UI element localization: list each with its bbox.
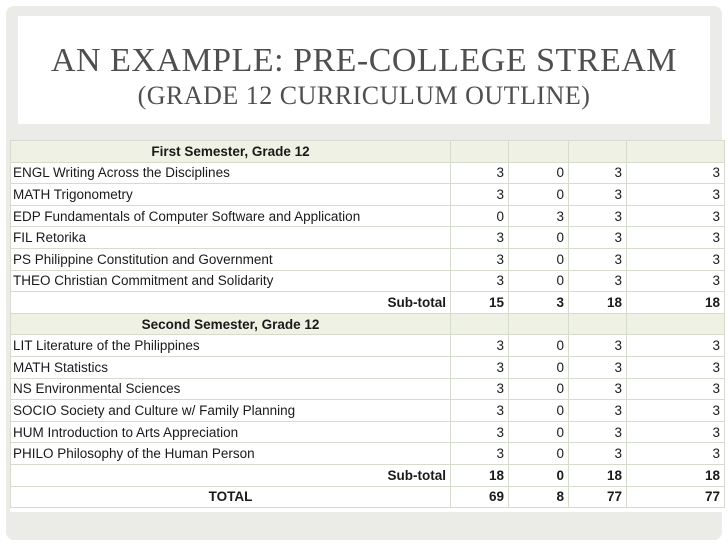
subject-name: EDP Fundamentals of Computer Software and Application bbox=[11, 205, 451, 227]
subtotal-value: 18 bbox=[569, 292, 627, 314]
subject-value: 3 bbox=[451, 248, 509, 270]
subject-name: LIT Literature of the Philippines bbox=[11, 335, 451, 357]
subject-value: 3 bbox=[627, 162, 725, 184]
subject-value: 3 bbox=[451, 443, 509, 465]
curriculum-table bbox=[10, 140, 725, 508]
table-row bbox=[11, 356, 725, 378]
subject-name: HUM Introduction to Arts Appreciation bbox=[11, 421, 451, 443]
subject-value: 3 bbox=[451, 335, 509, 357]
subject-value: 3 bbox=[569, 248, 627, 270]
subject-name: PS Philippine Constitution and Government bbox=[11, 248, 451, 270]
subject-value: 3 bbox=[627, 378, 725, 400]
table-row bbox=[11, 421, 725, 443]
subject-value: 3 bbox=[569, 378, 627, 400]
subtotal-value: 18 bbox=[627, 464, 725, 486]
subject-value: 3 bbox=[569, 205, 627, 227]
subject-value: 3 bbox=[569, 162, 627, 184]
subject-value: 3 bbox=[627, 270, 725, 292]
subtotal-value: 3 bbox=[509, 292, 569, 314]
subject-name: MATH Statistics bbox=[11, 356, 451, 378]
subject-value: 0 bbox=[509, 270, 569, 292]
subtotal-value: 0 bbox=[509, 464, 569, 486]
subject-value: 0 bbox=[451, 205, 509, 227]
subject-name: MATH Trigonometry bbox=[11, 184, 451, 206]
semester-header: Second Semester, Grade 12 bbox=[11, 313, 451, 335]
subject-value: 3 bbox=[451, 400, 509, 422]
semester-header: First Semester, Grade 12 bbox=[11, 141, 451, 163]
subject-value: 0 bbox=[509, 421, 569, 443]
total-value: 8 bbox=[509, 486, 569, 508]
subject-value: 3 bbox=[451, 270, 509, 292]
subject-name: PHILO Philosophy of the Human Person bbox=[11, 443, 451, 465]
slide-title: AN EXAMPLE: PRE-COLLEGE STREAM bbox=[50, 42, 678, 79]
semester-header-blank bbox=[569, 313, 627, 335]
total-value: 77 bbox=[569, 486, 627, 508]
slide-subtitle: (GRADE 12 CURRICULUM OUTLINE) bbox=[137, 81, 591, 110]
subject-value: 0 bbox=[509, 335, 569, 357]
table-row bbox=[11, 270, 725, 292]
semester-header-blank bbox=[509, 141, 569, 163]
subject-value: 0 bbox=[509, 356, 569, 378]
semester-header-blank bbox=[569, 141, 627, 163]
subtotal-value: 18 bbox=[627, 292, 725, 314]
total-value: 77 bbox=[627, 486, 725, 508]
semester-header-blank bbox=[509, 313, 569, 335]
subject-value: 3 bbox=[627, 335, 725, 357]
subject-value: 3 bbox=[451, 421, 509, 443]
table-row bbox=[11, 378, 725, 400]
table-row bbox=[11, 335, 725, 357]
table-row bbox=[11, 400, 725, 422]
semester-header-blank bbox=[627, 313, 725, 335]
total-value: 69 bbox=[451, 486, 509, 508]
subject-value: 0 bbox=[509, 162, 569, 184]
table-row bbox=[11, 248, 725, 270]
subtotal-value: 18 bbox=[569, 464, 627, 486]
subtotal-value: 15 bbox=[451, 292, 509, 314]
table-row bbox=[11, 205, 725, 227]
subject-value: 3 bbox=[569, 227, 627, 249]
total-label: TOTAL bbox=[11, 486, 451, 508]
subtotal-label: Sub-total bbox=[11, 292, 451, 314]
subject-value: 3 bbox=[569, 184, 627, 206]
subject-value: 3 bbox=[627, 184, 725, 206]
subject-value: 0 bbox=[509, 400, 569, 422]
subject-value: 0 bbox=[509, 248, 569, 270]
semester-header-blank bbox=[451, 313, 509, 335]
subtotal-row bbox=[11, 292, 725, 314]
semester-header-row bbox=[11, 313, 725, 335]
subject-value: 3 bbox=[569, 270, 627, 292]
subject-value: 3 bbox=[451, 356, 509, 378]
table-row bbox=[11, 162, 725, 184]
table-row bbox=[11, 443, 725, 465]
subject-name: THEO Christian Commitment and Solidarity bbox=[11, 270, 451, 292]
subject-value: 3 bbox=[627, 227, 725, 249]
subject-value: 3 bbox=[627, 400, 725, 422]
curriculum-table-area bbox=[10, 140, 724, 512]
subject-value: 3 bbox=[451, 378, 509, 400]
table-row bbox=[11, 184, 725, 206]
subject-value: 3 bbox=[569, 400, 627, 422]
subtotal-row bbox=[11, 464, 725, 486]
subtotal-label: Sub-total bbox=[11, 464, 451, 486]
subject-name: SOCIO Society and Culture w/ Family Planning bbox=[11, 400, 451, 422]
subject-value: 0 bbox=[509, 378, 569, 400]
semester-header-row bbox=[11, 141, 725, 163]
subject-value: 0 bbox=[509, 443, 569, 465]
subject-value: 3 bbox=[451, 184, 509, 206]
title-box bbox=[18, 16, 710, 124]
subject-value: 3 bbox=[627, 356, 725, 378]
subject-value: 3 bbox=[627, 421, 725, 443]
subject-value: 3 bbox=[627, 248, 725, 270]
semester-header-blank bbox=[451, 141, 509, 163]
subject-value: 3 bbox=[451, 162, 509, 184]
subject-value: 3 bbox=[569, 356, 627, 378]
subject-value: 3 bbox=[627, 443, 725, 465]
subject-name: NS Environmental Sciences bbox=[11, 378, 451, 400]
subject-name: FIL Retorika bbox=[11, 227, 451, 249]
subject-value: 0 bbox=[509, 227, 569, 249]
subject-name: ENGL Writing Across the Disciplines bbox=[11, 162, 451, 184]
subject-value: 3 bbox=[569, 421, 627, 443]
subject-value: 3 bbox=[627, 205, 725, 227]
semester-header-blank bbox=[627, 141, 725, 163]
subtotal-value: 18 bbox=[451, 464, 509, 486]
subject-value: 3 bbox=[569, 443, 627, 465]
table-row bbox=[11, 227, 725, 249]
subject-value: 3 bbox=[509, 205, 569, 227]
subject-value: 3 bbox=[569, 335, 627, 357]
subject-value: 3 bbox=[451, 227, 509, 249]
subject-value: 0 bbox=[509, 184, 569, 206]
total-row bbox=[11, 486, 725, 508]
curriculum-table-body bbox=[11, 141, 725, 508]
